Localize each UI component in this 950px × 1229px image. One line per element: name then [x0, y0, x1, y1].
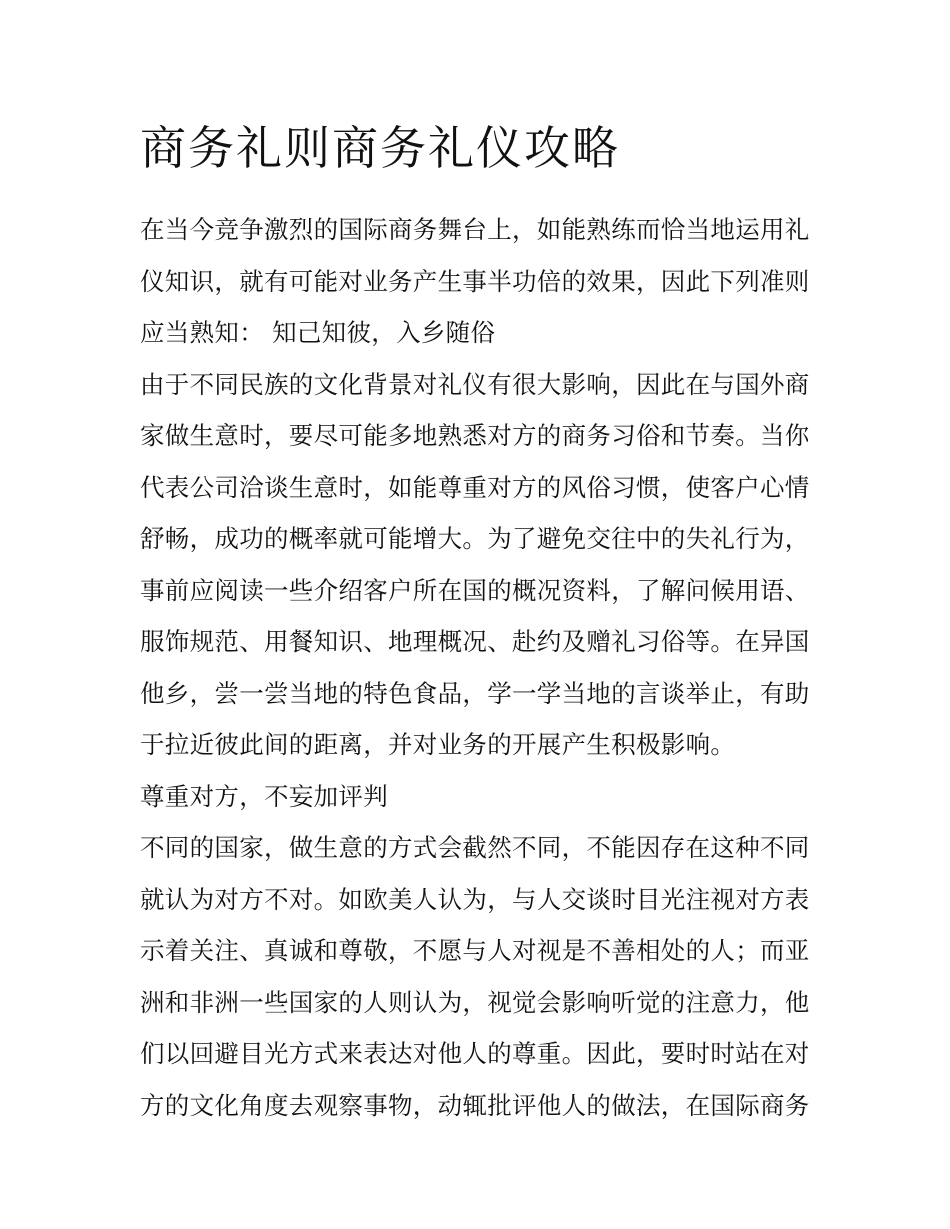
text-line: 于拉近彼此间的距离，并对业务的开展产生积极影响。	[140, 730, 736, 759]
text-line: 代表公司洽谈生意时，如能尊重对方的风俗习惯，使客户心情	[140, 472, 810, 502]
text-line: 应当熟知： 知己知彼，入乡随俗	[140, 318, 496, 347]
text-line: 仪知识，就有可能对业务产生事半功倍的效果，因此下列准则	[140, 266, 810, 296]
text-line: 示着关注、真诚和尊敬，不愿与人对视是不善相处的人；而亚	[140, 936, 810, 965]
text-line: 家做生意时，要尽可能多地熟悉对方的商务习俗和节奏。当你	[140, 421, 810, 450]
text-line: 由于不同民族的文化背景对礼仪有很大影响，因此在与国外商	[140, 369, 810, 399]
text-line: 方的文化角度去观察事物，动辄批评他人的做法，在国际商务	[140, 1090, 810, 1120]
text-line: 舒畅，成功的概率就可能增大。为了避免交往中的失礼行为，	[140, 524, 810, 553]
text-line: 不同的国家，做生意的方式会截然不同，不能因存在这种不同	[140, 833, 810, 862]
document-body	[140, 112, 820, 1131]
text-line: 在当今竞争激烈的国际商务舞台上，如能熟练而恰当地运用礼	[140, 215, 810, 244]
text-line: 们以回避目光方式来表达对他人的尊重。因此，要时时站在对	[140, 1039, 810, 1068]
text-line: 服饰规范、用餐知识、地理概况、赴约及赠礼习俗等。在异国	[140, 627, 810, 656]
page-title: 商务礼则商务礼仪攻略	[140, 121, 620, 175]
text-line: 他乡，尝一尝当地的特色食品，学一学当地的言谈举止，有助	[140, 678, 810, 708]
text-line: 就认为对方不对。如欧美人认为，与人交谈时目光注视对方表	[140, 884, 810, 914]
text-line: 洲和非洲一些国家的人则认为，视觉会影响听觉的注意力，他	[140, 987, 810, 1017]
document-text	[140, 204, 820, 1131]
section-heading: 尊重对方，不妄加评判	[140, 781, 388, 811]
text-line: 事前应阅读一些介绍客户所在国的概况资料，了解问候用语、	[140, 575, 810, 605]
